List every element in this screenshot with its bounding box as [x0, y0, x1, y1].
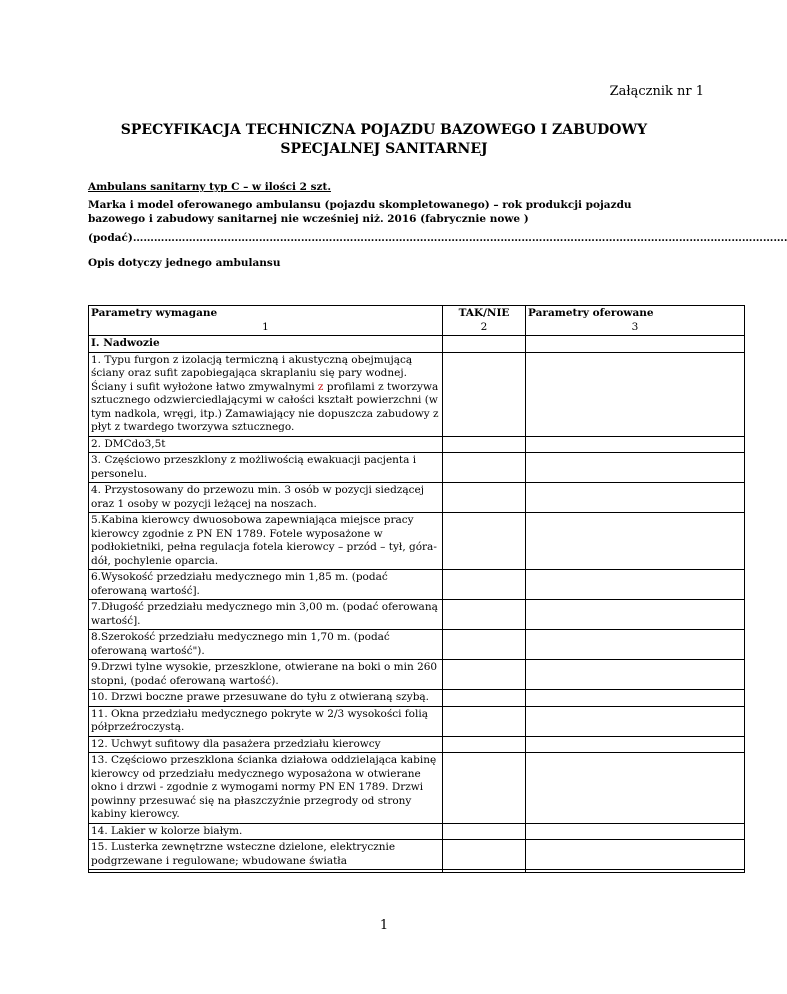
yesno-cell[interactable] — [443, 483, 526, 513]
section-heading: I. Nadwozie — [89, 336, 443, 353]
offered-cell[interactable] — [526, 436, 745, 453]
table-row — [89, 453, 745, 483]
requirement-cell: 4. Przystosowany do przewozu min. 3 osób w pozycji siedzącej oraz 1 osoby w pozycji leżącej na noszach. — [89, 483, 443, 513]
table-row — [89, 483, 745, 513]
section-row — [89, 336, 745, 353]
requirement-cell: 15. Lusterka zewnętrzne wsteczne dzielone, elektrycznie podgrzewane i regulowane; wbudowane światła — [89, 840, 443, 870]
requirement-cell: 13. Częściowo przeszklona ścianka działowa oddzielająca kabinę kierowcy od przedziału medycznego wyposażona w otwierane okno i drzwi - zgodnie z wymogami normy PN EN 1789. Drzwi powinny przesuwać się na płaszczyźnie przegrody od strony kabiny kierowcy. — [89, 753, 443, 824]
offered-cell[interactable] — [526, 706, 745, 736]
document-title: SPECYFIKACJA TECHNICZNA POJAZDU BAZOWEGO I ZABUDOWY SPECJALNEJ SANITARNEJ — [120, 122, 648, 157]
offered-cell[interactable] — [526, 352, 745, 436]
offered-cell[interactable] — [526, 513, 745, 570]
requirement-cell — [89, 870, 443, 873]
offered-cell[interactable] — [526, 660, 745, 690]
yesno-cell[interactable] — [443, 453, 526, 483]
offered-cell[interactable] — [526, 630, 745, 660]
table-row — [89, 436, 745, 453]
yesno-cell[interactable] — [443, 706, 526, 736]
requirement-cell: 6.Wysokość przedziału medycznego min 1,85 m. (podać oferowaną wartość]. — [89, 570, 443, 600]
yesno-cell[interactable] — [443, 436, 526, 453]
table-row — [89, 570, 745, 600]
requirement-text: 1. Typu furgon z izolacją termiczną i akustyczną obejmującą ściany oraz sufit zapobiegająca skraplaniu się pary wodnej. Ściany i sufit wyłożone łatwo zmywalnymi — [91, 353, 413, 393]
highlighted-letter: z — [317, 380, 324, 393]
yesno-cell[interactable] — [443, 513, 526, 570]
yesno-cell[interactable] — [443, 660, 526, 690]
table-row — [89, 630, 745, 660]
table-row — [89, 706, 745, 736]
offered-cell[interactable] — [526, 823, 745, 840]
requirement-cell: 9.Drzwi tylne wysokie, przeszklone, otwierane na boki o min 260 stopni, (podać oferowaną wartość). — [89, 660, 443, 690]
requirement-cell — [89, 352, 443, 436]
offered-cell[interactable] — [526, 570, 745, 600]
table-row — [89, 660, 745, 690]
header-yesno-number: 2 — [480, 320, 488, 333]
offered-cell[interactable] — [526, 840, 745, 870]
yesno-cell[interactable] — [443, 570, 526, 600]
header-cell-required — [89, 306, 443, 336]
table-header-row — [89, 306, 745, 336]
requirement-cell: 10. Drzwi boczne prawe przesuwane do tyłu z otwieraną szybą. — [89, 690, 443, 707]
offered-cell[interactable] — [526, 753, 745, 824]
offered-cell[interactable] — [526, 870, 745, 873]
requirement-cell: 3. Częściowo przeszklony z możliwością ewakuacji pacjenta i personelu. — [89, 453, 443, 483]
offered-cell[interactable] — [526, 736, 745, 753]
ambulance-type-heading: Ambulans sanitarny typ C – w ilości 2 szt. — [88, 181, 331, 193]
offered-cell[interactable] — [526, 600, 745, 630]
table-row — [89, 870, 745, 873]
table-row — [89, 600, 745, 630]
requirement-cell: 12. Uchwyt sufitowy dla pasażera przedziału kierowcy — [89, 736, 443, 753]
offered-cell[interactable] — [526, 336, 745, 353]
header-cell-offered — [526, 306, 745, 336]
requirement-text-continued: profilami z tworzywa sztucznego odzwierciedlającymi w całości kształt powierzchni (w tym nadkola, wręgi, itp.) Zamawiający nie dopuszcza zabudowy z płyt z twardego tworzywa sztucznego. — [91, 380, 439, 433]
yesno-cell[interactable] — [443, 823, 526, 840]
requirement-cell: 2. DMCdo3,5t — [89, 436, 443, 453]
offered-cell[interactable] — [526, 453, 745, 483]
description-note: Opis dotyczy jednego ambulansu — [88, 257, 281, 269]
header-offered-number: 3 — [631, 320, 639, 333]
yesno-cell[interactable] — [443, 753, 526, 824]
yesno-cell[interactable] — [443, 630, 526, 660]
table-row — [89, 513, 745, 570]
table-row — [89, 823, 745, 840]
header-cell-yesno — [443, 306, 526, 336]
header-yesno-label: TAK/NIE — [458, 307, 510, 319]
yesno-cell[interactable] — [443, 736, 526, 753]
requirement-cell: 11. Okna przedziału medycznego pokryte w 2/3 wysokości folią półprzeźroczystą. — [89, 706, 443, 736]
yesno-cell[interactable] — [443, 870, 526, 873]
table-row — [89, 690, 745, 707]
table-row — [89, 840, 745, 870]
requirement-cell: 5.Kabina kierowcy dwuosobowa zapewniająca miejsce pracy kierowcy zgodnie z PN EN 1789. Fotele wyposażone w podłokietniki, pełna regulacja fotela kierowcy – przód – tył, góra-dół, pochylenie oparcia. — [89, 513, 443, 570]
make-model-heading: Marka i model oferowanego ambulansu (pojazdu skompletowanego) – rok produkcji pojazdu bazowego i zabudowy sanitarnej nie wcześniej niż. 2016 (fabrycznie nowe ) — [88, 199, 632, 225]
header-required-number: 1 — [262, 320, 269, 333]
requirement-cell: 8.Szerokość przedziału medycznego min 1,70 m. (podać oferowaną wartość"). — [89, 630, 443, 660]
requirement-cell: 7.Długość przedziału medycznego min 3,00 m. (podać oferowaną wartość]. — [89, 600, 443, 630]
yesno-cell[interactable] — [443, 840, 526, 870]
offered-cell[interactable] — [526, 690, 745, 707]
table-row — [89, 352, 745, 436]
yesno-cell[interactable] — [443, 336, 526, 353]
yesno-cell[interactable] — [443, 352, 526, 436]
requirement-cell: 14. Lakier w kolorze białym. — [89, 823, 443, 840]
table-row — [89, 736, 745, 753]
header-offered-label: Parametry oferowane — [528, 307, 654, 319]
offered-cell[interactable] — [526, 483, 745, 513]
table-row — [89, 753, 745, 824]
specification-table — [88, 305, 745, 873]
annex-label: Załącznik nr 1 — [609, 84, 704, 99]
yesno-cell[interactable] — [443, 600, 526, 630]
yesno-cell[interactable] — [443, 690, 526, 707]
header-required-label: Parametry wymagane — [91, 307, 218, 319]
page-number: 1 — [379, 918, 389, 933]
fill-in-line: (podać)……………………………………………………………………………………………………………………………………………………………………. — [88, 232, 787, 244]
